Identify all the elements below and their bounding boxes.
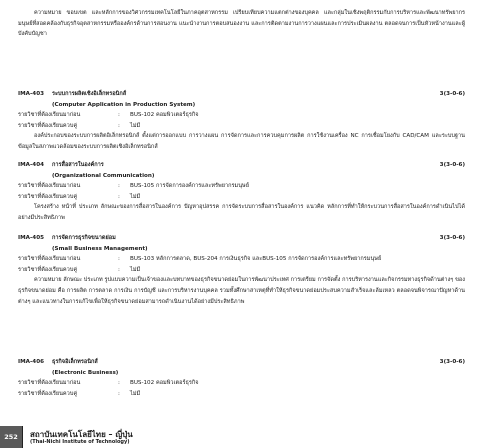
course-credits: 3(3-0-6)	[439, 162, 465, 168]
course-description-text: โครงสร้าง หน้าที่ ประเภท ลักษณะของการสื่อสารในองค์การ ปัญหาอุปสรรค การจัดระบบการสื่อสารในองค์การ แนวคิด หลักการที่ทำให้กระบวนการสื่อสารในองค์การดำเนินไปได้อย่างมีประสิทธิภาพ	[18, 204, 465, 221]
prereq-label: รายวิชาที่ต้องเรียนมาก่อน	[18, 183, 81, 190]
colon: :	[118, 390, 120, 397]
coreq-label: รายวิชาที่ต้องเรียนควบคู่	[18, 122, 78, 129]
colon: :	[118, 122, 120, 129]
prereq-label: รายวิชาที่ต้องเรียนมาก่อน	[18, 256, 81, 263]
course-ima-403	[18, 89, 465, 153]
page-number: 252	[0, 426, 22, 448]
prereq-value: BUS-102 คอมพิวเตอร์ธุรกิจ	[130, 112, 199, 119]
course-code: IMA-404	[18, 162, 44, 168]
course-ima-404	[18, 160, 465, 224]
course-english-title: (Computer Application in Production System)	[52, 101, 196, 108]
course-credits: 3(3-0-6)	[439, 235, 465, 241]
course-english-title: (Organizational Communication)	[52, 172, 155, 179]
course-title: ธุรกิจอิเล็กทรอนิกส์	[52, 359, 98, 365]
coreq-label: รายวิชาที่ต้องเรียนควบคู่	[18, 390, 78, 397]
coreq-value: ไม่มี	[130, 193, 141, 200]
colon: :	[118, 193, 120, 200]
page-footer	[0, 416, 480, 448]
course-title: ระบบการผลิตเชิงอิเล็กทรอนิกส์	[52, 91, 127, 97]
prereq-label: รายวิชาที่ต้องเรียนมาก่อน	[18, 380, 81, 387]
colon: :	[118, 380, 120, 387]
course-ima-405	[18, 233, 465, 307]
course-english-title: (Electronic Business)	[52, 369, 119, 376]
prereq-value: BUS-103 หลักการตลาด, BUS-204 การเงินธุรกิจ และBUS-105 การจัดการองค์การและทรัพยากรมนุษย์	[130, 256, 382, 263]
colon: :	[118, 256, 120, 263]
colon: :	[118, 183, 120, 190]
prereq-value: BUS-102 คอมพิวเตอร์ธุรกิจ	[130, 380, 199, 387]
coreq-value: ไม่มี	[130, 122, 141, 129]
course-code: IMA-405	[18, 235, 44, 241]
prereq-label: รายวิชาที่ต้องเรียนมาก่อน	[18, 112, 81, 119]
course-description	[18, 131, 465, 152]
coreq-label: รายวิชาที่ต้องเรียนควบคู่	[18, 266, 78, 273]
course-description	[18, 202, 465, 223]
course-credits: 3(3-0-6)	[439, 359, 465, 365]
institute-name-english: (Thai-Nichi Institute of Technology)	[30, 439, 130, 445]
coreq-value: ไม่มี	[130, 266, 141, 273]
course-code: IMA-403	[18, 91, 44, 97]
intro-text: ความหมาย ขอบเขต และหลักการของวิศวกรรมเทคโนโลยีในภาคอุตสาหกรรม เปรียบเทียบความแตกต่างของบุคคล และกลุ่มในเชิงพฤติกรรมกับการบริหารและพัฒนาทรัพยากรมนุษย์ที่สอดคล้องกับธุรกิจอุตสาหกรรมหรือองค์กรด้านการสอนงาน แนะนำงานการตอบสนองงาน และการติดตามงานการวางแผนและการประเมินผลงาน ตลอดจนการเป็นหัวหน้างานและผู้บังคับบัญชา	[18, 10, 465, 38]
coreq-label: รายวิชาที่ต้องเรียนควบคู่	[18, 193, 78, 200]
colon: :	[118, 112, 120, 119]
coreq-value: ไม่มี	[130, 390, 141, 397]
footer-divider	[22, 426, 23, 448]
colon: :	[118, 266, 120, 273]
course-code: IMA-406	[18, 359, 44, 365]
course-english-title: (Small Business Management)	[52, 245, 148, 252]
course-description-text: องค์ประกอบของระบบการผลิตอิเล็กทรอนิกส์ ตั้งแต่การออกแบบ การวางแผน การจัดการและการควบคุมการผลิต การใช้งานเครื่อง NC การเชื่อมโยงกับ CAD/CAM และระบบฐานข้อมูลในสภาพแวดล้อมของระบบการผลิตเชิงอิเล็กทรอนิกส์	[18, 133, 465, 150]
course-description-text: ความหมาย ลักษณะ ประเภท รูปแบบความเป็นเจ้าของและบทบาทของธุรกิจขนาดย่อมในการพัฒนาประเทศ การเตรียม การจัดตั้ง การบริหารงานและกิจกรรมทางธุรกิจด้านต่างๆ ของธุรกิจขนาดย่อม คือ การผลิต การตลาด การเงิน การบัญชี และการบริหารงานบุคคล รวมทั้งศึกษาสาเหตุที่ทำให้ธุรกิจขนาดย่อมประสบความสำเร็จและล้มเหลว ตลอดจนพิจารณาปัญหาด้านต่างๆ และแนวทางในการแก้ไขเพื่อให้ธุรกิจขนาดย่อมสามารถดำเนินงานได้อย่างมีประสิทธิภาพ	[18, 277, 465, 305]
course-title: การจัดการธุรกิจขนาดย่อม	[52, 235, 116, 241]
prereq-value: BUS-105 การจัดการองค์การและทรัพยากรมนุษย์	[130, 183, 249, 190]
institute-name-thai: สถาบันเทคโนโลยีไทย – ญี่ปุ่น	[30, 429, 133, 439]
course-description	[18, 275, 465, 307]
intro-paragraph	[18, 8, 465, 40]
course-ima-406	[18, 357, 465, 399]
course-credits: 3(3-0-6)	[439, 91, 465, 97]
course-title: การสื่อสารในองค์การ	[52, 162, 104, 168]
